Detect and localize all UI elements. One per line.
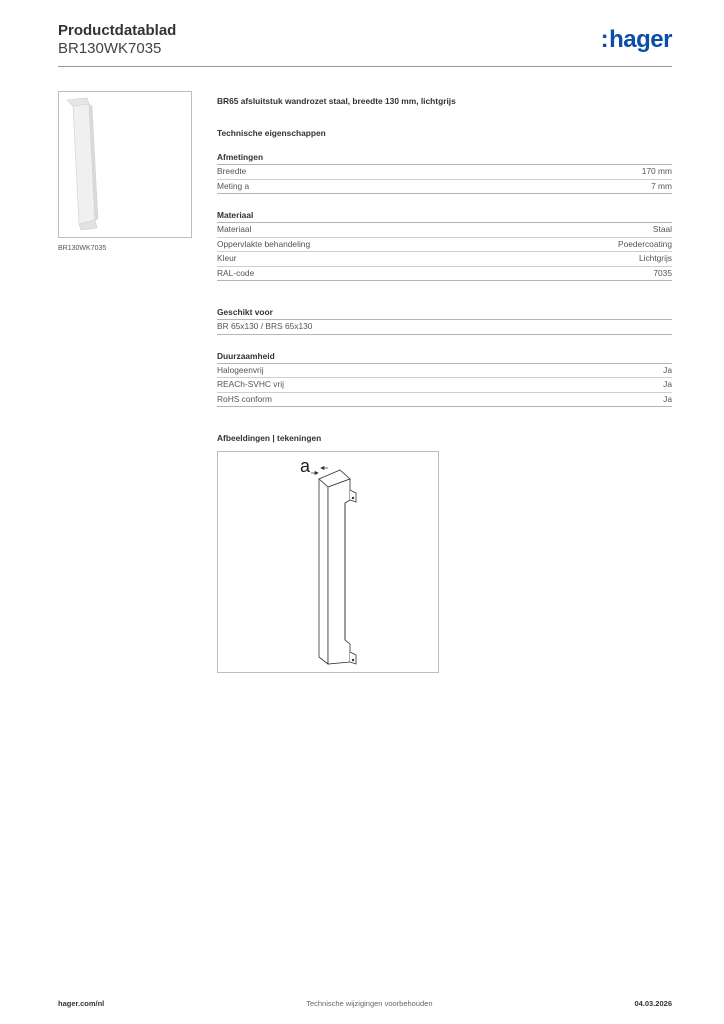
row-value: Ja bbox=[663, 364, 672, 375]
row-label: RAL-code bbox=[217, 267, 255, 278]
row-value: 170 mm bbox=[641, 166, 672, 176]
row-label: REACh-SVHC vrij bbox=[217, 379, 285, 389]
table-row bbox=[217, 364, 672, 379]
row-value: Staal bbox=[652, 224, 672, 234]
row-value: Lichtgrijs bbox=[638, 253, 672, 263]
product-details bbox=[217, 96, 672, 673]
technical-properties-heading: Technische eigenschappen bbox=[217, 128, 326, 138]
group-title: Materiaal bbox=[217, 210, 672, 223]
logo-text: hager bbox=[609, 26, 672, 53]
dimension-label-a: a bbox=[300, 456, 311, 476]
table-row bbox=[217, 238, 672, 253]
logo-colon-mark: : bbox=[600, 26, 609, 53]
row-value: 7 mm bbox=[651, 180, 672, 191]
table-row bbox=[217, 378, 672, 393]
footer-date: 04.03.2026 bbox=[634, 999, 672, 1008]
row-label: Oppervlakte behandeling bbox=[217, 238, 311, 249]
group-title: Afmetingen bbox=[217, 152, 672, 165]
page-footer bbox=[58, 999, 672, 1008]
table-row bbox=[217, 180, 672, 195]
product-thumbnail-image bbox=[59, 92, 191, 237]
table-row bbox=[217, 320, 672, 335]
header-divider bbox=[58, 66, 672, 67]
table-row bbox=[217, 223, 672, 238]
group-material bbox=[217, 210, 672, 281]
technical-drawing-image bbox=[218, 452, 438, 672]
row-label: BR 65x130 / BRS 65x130 bbox=[217, 321, 313, 331]
row-label: Halogeenvrij bbox=[217, 364, 264, 375]
drawings-heading: Afbeeldingen | tekeningen bbox=[217, 433, 322, 443]
table-row bbox=[217, 267, 672, 282]
group-sustainability bbox=[217, 351, 672, 408]
product-code: BR130WK7035 bbox=[58, 40, 162, 57]
footer-disclaimer: Technische wijzigingen voorbehouden bbox=[306, 999, 433, 1008]
product-thumbnail bbox=[58, 91, 192, 238]
row-value: Ja bbox=[663, 379, 672, 389]
footer-website-link[interactable]: hager.com/nl bbox=[58, 999, 105, 1008]
row-label: Materiaal bbox=[217, 224, 252, 234]
row-value: Ja bbox=[663, 393, 672, 404]
row-label: Breedte bbox=[217, 166, 247, 176]
row-label: RoHS conform bbox=[217, 393, 272, 404]
group-title: Geschikt voor bbox=[217, 307, 672, 320]
table-row bbox=[217, 393, 672, 408]
row-label: Meting a bbox=[217, 180, 250, 191]
row-value: 7035 bbox=[653, 267, 672, 278]
page-title: Productdatablad bbox=[58, 22, 177, 39]
row-value: Poedercoating bbox=[617, 238, 672, 249]
group-title: Duurzaamheid bbox=[217, 351, 672, 364]
product-description: BR65 afsluitstuk wandrozet staal, breedte 130 mm, lichtgrijs bbox=[217, 96, 456, 106]
technical-drawing bbox=[217, 451, 439, 673]
table-row bbox=[217, 165, 672, 180]
hager-logo[interactable] bbox=[601, 28, 672, 52]
group-suitable-for bbox=[217, 307, 672, 335]
row-label: Kleur bbox=[217, 253, 237, 263]
thumbnail-caption: BR130WK7035 bbox=[58, 245, 107, 252]
group-dimensions bbox=[217, 152, 672, 194]
table-row bbox=[217, 252, 672, 267]
